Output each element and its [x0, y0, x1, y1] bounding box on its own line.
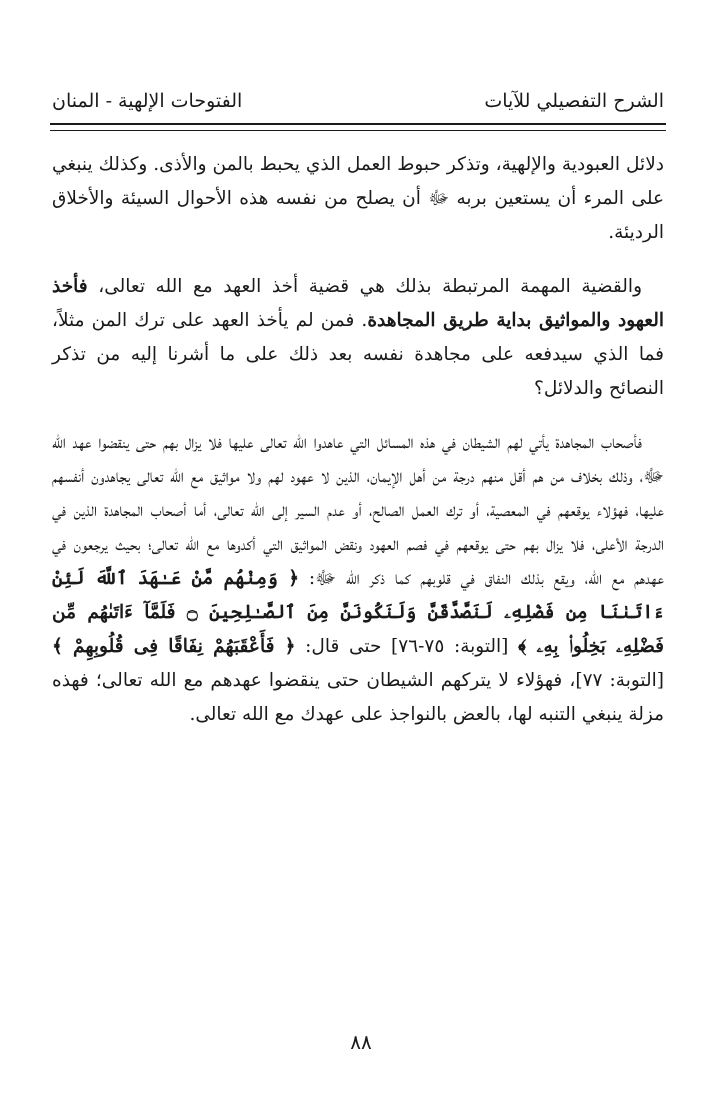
quran-reference-1: [التوبة: ٧٥-٧٦] حتى قال:: [295, 636, 519, 657]
header-left-title: الفتوحات الإلهية - المنان: [52, 90, 243, 113]
paragraph-1-line-1: دلائل العبودية والإلهية، وتذكر حبوط العمل الذي يحبط بالمن والأذى. وكذلك ينبغي: [52, 154, 664, 175]
paragraph-2-text-b: . فمن لم يأخذ العهد على ترك المن مثلاً، فما الذي سيدفعه على مجاهدة نفسه بعد ذلك على ما أشرنا إليه من تذكر النصائح والدلائل؟: [52, 310, 664, 399]
header-rule-thin: [50, 130, 666, 131]
paragraph-3: [52, 426, 664, 732]
page-number: ٨٨: [350, 1030, 372, 1054]
quran-verse-2: ﴿ فَأَعْقَبَهُمْ نِفَاقًا فِى قُلُوبِهِمْ ﴾: [52, 636, 296, 657]
paragraph-2-text-a: والقضية المهمة المرتبطة بذلك هي قضية أخذ العهد مع الله تعالى،: [87, 276, 642, 297]
running-header: [52, 72, 664, 112]
quran-reference-2: [التوبة: ٧٧]، فهؤلاء لا يتركهم الشيطان حتى ينقضوا عهدهم مع الله تعالى؛ فهذه مزلة ينبغي التنبه لها، بالعض بالنواجذ على عهدك مع الله تعالى.: [52, 670, 664, 725]
paragraph-2-bold-phrase: فأخذ العهود والمواثيق بداية طريق المجاهدة: [52, 276, 664, 331]
paragraph-1-line-2: على المرء أن يستعين بربه ﷻ أن يصلح من نفسه هذه الأحوال السيئة والأخلاق الرديئة.: [52, 188, 664, 243]
header-rule-thick: [50, 123, 666, 125]
header-right-title: الشرح التفصيلي للآيات: [484, 90, 664, 113]
paragraph-3-text-a: فأصحاب المجاهدة يأتي لهم الشيطان في هذه المسائل التي عاهدوا الله تعالى عليها فلا يزال بهم حتى ينقضوا عهد الله ﷻ، وذلك بخلاف من هم أقل منهم درجة من أهل الإيمان، الذين لا عهود لهم ولا مواثيق مع الله تعالى يجاهدون أنفسهم عليها، فهؤلاء يوقعهم في المعصية، أو ترك العمل الصالح، أو عدم السير إلى الله تعالى، أما أصحاب المجاهدة الذين في الدرجة الأعلى، فلا يزال بهم حتى يوقعهم في فصم العهود ونقض المواثيق التي أكدوها مع الله تعالى؛ بحيث يرجعون في عهدهم مع الله، ويقع بذلك النفاق في قلوبهم كما ذكر الله ﷻ:: [52, 432, 664, 589]
page-body: [52, 148, 664, 732]
quran-verse-1: ﴿ وَمِنْهُم مَّنْ عَـٰهَدَ ٱللَّهَ لَئِنْ ءَاتَىٰنَا مِن فَضْلِهِۦ لَنَصَّدَّقَنَّ وَلَنَكُونَنَّ مِنَ ٱلصَّـٰلِحِينَ ۝ فَلَمَّآ ءَاتَىٰهُم مِّن فَضْلِهِۦ بَخِلُوا۟ بِهِۦ ﴾: [52, 568, 665, 657]
paragraph-2: [52, 270, 664, 406]
paragraph-1: [52, 148, 664, 250]
